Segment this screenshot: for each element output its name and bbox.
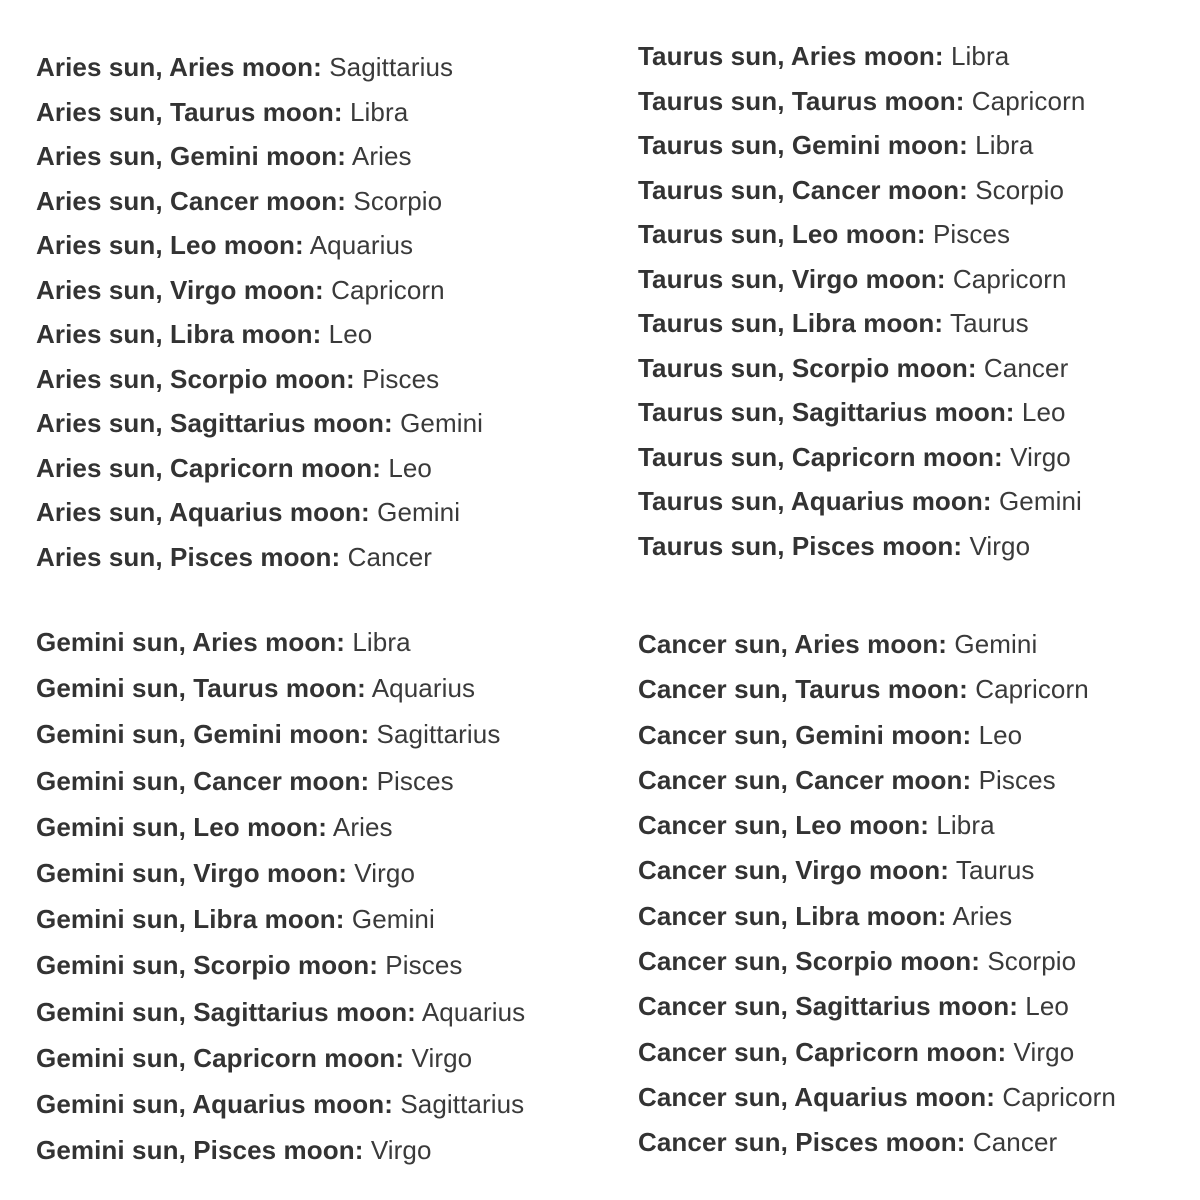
sign-result-value: Libra: [936, 810, 995, 841]
aries-sun-list: [36, 54, 483, 588]
list-item: [36, 232, 483, 258]
sign-combination-label: Taurus sun, Gemini moon:: [638, 130, 968, 160]
sign-combination-label: Aries sun, Gemini moon:: [36, 141, 347, 171]
sign-result-value: Virgo: [370, 1135, 432, 1166]
list-item: [638, 441, 1085, 472]
list-item: [36, 673, 525, 704]
list-item: [638, 719, 1116, 750]
sign-combination-label: Aries sun, Virgo moon:: [36, 274, 324, 305]
sign-combination-label: Aries sun, Scorpio moon:: [36, 363, 355, 394]
sign-combination-label: Taurus sun, Libra moon:: [638, 308, 944, 338]
sign-combination-label: Cancer sun, Pisces moon:: [638, 1127, 966, 1158]
list-item: [638, 85, 1086, 116]
list-item: [36, 719, 525, 750]
list-item: [36, 1042, 525, 1073]
sign-result-value: Gemini: [954, 629, 1038, 659]
sign-result-value: Leo: [328, 319, 373, 349]
sign-combination-label: Aries sun, Cancer moon:: [36, 185, 347, 216]
sign-result-value: Gemini: [998, 486, 1082, 516]
sign-combination-label: Cancer sun, Capricorn moon:: [638, 1036, 1007, 1067]
sign-result-value: Cancer: [972, 1127, 1058, 1158]
sign-result-value: Libra: [975, 130, 1034, 160]
list-item: [638, 1081, 1116, 1112]
sign-result-value: Virgo: [411, 1042, 473, 1073]
sign-result-value: Capricorn: [1002, 1081, 1116, 1112]
sign-result-value: Sagittarius: [400, 1088, 525, 1119]
sign-combination-label: Taurus sun, Sagittarius moon:: [638, 397, 1015, 427]
gemini-sun-list: [36, 629, 525, 1183]
list-item: [36, 811, 525, 842]
sign-combination-label: Cancer sun, Libra moon:: [638, 900, 947, 931]
sign-result-value: Virgo: [354, 857, 416, 888]
sign-result-value: Aquarius: [371, 673, 476, 704]
list-item: [638, 946, 1116, 977]
sign-combination-label: Taurus sun, Scorpio moon:: [638, 352, 977, 383]
list-item: [36, 1135, 525, 1166]
sign-combination-label: Gemini sun, Capricorn moon:: [36, 1042, 405, 1073]
list-item: [638, 310, 1085, 336]
list-item: [36, 996, 526, 1027]
sign-combination-label: Taurus sun, Pisces moon:: [638, 530, 963, 561]
sign-result-value: Leo: [388, 452, 432, 483]
list-item: [36, 96, 483, 127]
list-item: [638, 132, 1085, 158]
sign-result-value: Sagittarius: [329, 52, 454, 82]
list-item: [36, 950, 525, 981]
sign-combination-label: Cancer sun, Taurus moon:: [638, 674, 968, 705]
list-item: [638, 530, 1085, 561]
list-item: [638, 43, 1085, 69]
sign-result-value: Pisces: [362, 363, 440, 394]
sign-result-value: Capricorn: [975, 674, 1089, 705]
sign-combination-label: Cancer sun, Gemini moon:: [638, 719, 972, 750]
sign-combination-label: Aries sun, Leo moon:: [36, 230, 304, 260]
sign-combination-label: Gemini sun, Sagittarius moon:: [36, 996, 416, 1027]
sign-combination-label: Taurus sun, Cancer moon:: [638, 174, 968, 205]
sign-result-value: Taurus: [955, 855, 1035, 886]
sign-combination-label: Gemini sun, Virgo moon:: [36, 857, 347, 888]
list-item: [36, 185, 483, 216]
list-item: [36, 54, 483, 80]
list-item: [36, 1088, 525, 1119]
list-item: [638, 674, 1116, 705]
sign-combination-label: Taurus sun, Leo moon:: [638, 219, 926, 249]
list-item: [638, 263, 1085, 294]
cancer-sun-list: [638, 631, 1116, 1175]
sign-result-value: Sagittarius: [376, 719, 501, 750]
list-item: [36, 499, 483, 525]
list-item: [638, 221, 1085, 247]
list-item: [638, 488, 1085, 514]
sign-result-value: Gemini: [400, 408, 484, 438]
list-item: [638, 1127, 1116, 1158]
list-item: [638, 399, 1085, 425]
sign-result-value: Cancer: [983, 352, 1069, 383]
sign-result-value: Scorpio: [987, 946, 1077, 977]
list-item: [638, 631, 1116, 657]
list-item: [36, 541, 483, 572]
sign-combination-label: Cancer sun, Virgo moon:: [638, 855, 949, 886]
taurus-sun-list: [638, 43, 1085, 577]
sign-result-value: Capricorn: [971, 85, 1086, 116]
sign-combination-label: Taurus sun, Aquarius moon:: [638, 486, 992, 516]
sign-combination-label: Gemini sun, Gemini moon:: [36, 719, 370, 750]
sign-combination-label: Aries sun, Pisces moon:: [36, 541, 341, 572]
sign-combination-label: Cancer sun, Aquarius moon:: [638, 1081, 996, 1112]
sign-combination-label: Cancer sun, Scorpio moon:: [638, 946, 980, 977]
sign-result-value: Gemini: [351, 904, 435, 935]
sign-result-value: Virgo: [1010, 441, 1071, 472]
sign-combination-label: Gemini sun, Cancer moon:: [36, 765, 370, 796]
sign-combination-label: Taurus sun, Capricorn moon:: [638, 441, 1003, 472]
sign-result-value: Libra: [352, 627, 411, 657]
sign-result-value: Gemini: [377, 497, 461, 527]
list-item: [36, 274, 483, 305]
list-item: [36, 857, 525, 888]
sign-combination-label: Aries sun, Aquarius moon:: [36, 497, 370, 527]
sign-result-value: Taurus: [950, 308, 1029, 338]
sign-combination-label: Gemini sun, Pisces moon:: [36, 1135, 364, 1166]
sign-result-value: Libra: [349, 96, 409, 127]
list-item: [638, 1036, 1116, 1067]
sign-combination-label: Cancer sun, Cancer moon:: [638, 764, 972, 795]
sign-result-value: Aries: [332, 811, 393, 842]
list-item: [638, 174, 1085, 205]
list-item: [36, 410, 483, 436]
sign-result-value: Pisces: [376, 765, 454, 796]
sign-result-value: Virgo: [969, 530, 1031, 561]
sign-result-value: Pisces: [978, 764, 1056, 795]
sign-combination-label: Cancer sun, Leo moon:: [638, 810, 930, 841]
sign-result-value: Scorpio: [353, 185, 443, 216]
list-item: [36, 629, 525, 655]
sign-result-value: Pisces: [385, 950, 463, 981]
sign-combination-label: Cancer sun, Aries moon:: [638, 629, 948, 659]
sign-combination-label: Gemini sun, Taurus moon:: [36, 673, 366, 704]
sign-combination-label: Gemini sun, Leo moon:: [36, 811, 327, 842]
sign-combination-label: Cancer sun, Sagittarius moon:: [638, 991, 1018, 1022]
sign-result-value: Aries: [952, 900, 1013, 931]
sign-combination-label: Gemini sun, Aquarius moon:: [36, 1088, 393, 1119]
sign-result-value: Pisces: [932, 219, 1011, 249]
list-item: [638, 764, 1116, 795]
sign-result-value: Capricorn: [952, 263, 1067, 294]
sign-combination-label: Aries sun, Libra moon:: [36, 319, 322, 349]
sign-result-value: Capricorn: [331, 274, 445, 305]
sign-result-value: Libra: [951, 41, 1010, 71]
list-item: [36, 143, 483, 169]
list-item: [36, 452, 483, 483]
list-item: [638, 991, 1116, 1022]
sign-result-value: Scorpio: [975, 174, 1065, 205]
sign-result-value: Cancer: [347, 541, 433, 572]
sign-result-value: Aquarius: [421, 996, 526, 1027]
sign-combination-label: Taurus sun, Aries moon:: [638, 41, 944, 71]
sign-result-value: Virgo: [1013, 1036, 1075, 1067]
sign-combination-label: Gemini sun, Aries moon:: [36, 627, 346, 657]
list-item: [36, 765, 525, 796]
sign-result-value: Leo: [1025, 991, 1069, 1022]
sign-combination-label: Taurus sun, Virgo moon:: [638, 263, 946, 294]
list-item: [36, 904, 525, 935]
sign-combination-label: Aries sun, Capricorn moon:: [36, 452, 381, 483]
list-item: [36, 321, 483, 347]
sign-result-value: Leo: [978, 719, 1023, 750]
sign-combination-label: Gemini sun, Scorpio moon:: [36, 950, 378, 981]
sign-combination-label: Aries sun, Taurus moon:: [36, 96, 343, 127]
sign-result-value: Aries: [351, 141, 412, 171]
sign-combination-label: Aries sun, Sagittarius moon:: [36, 408, 393, 438]
list-item: [36, 363, 483, 394]
list-item: [638, 855, 1116, 886]
list-item: [638, 810, 1116, 841]
sign-result-value: Leo: [1021, 397, 1066, 427]
sign-combination-label: Aries sun, Aries moon:: [36, 52, 322, 82]
list-item: [638, 352, 1085, 383]
list-item: [638, 900, 1116, 931]
sign-combination-label: Taurus sun, Taurus moon:: [638, 85, 965, 116]
sign-combination-label: Gemini sun, Libra moon:: [36, 904, 345, 935]
sign-result-value: Aquarius: [309, 230, 414, 260]
